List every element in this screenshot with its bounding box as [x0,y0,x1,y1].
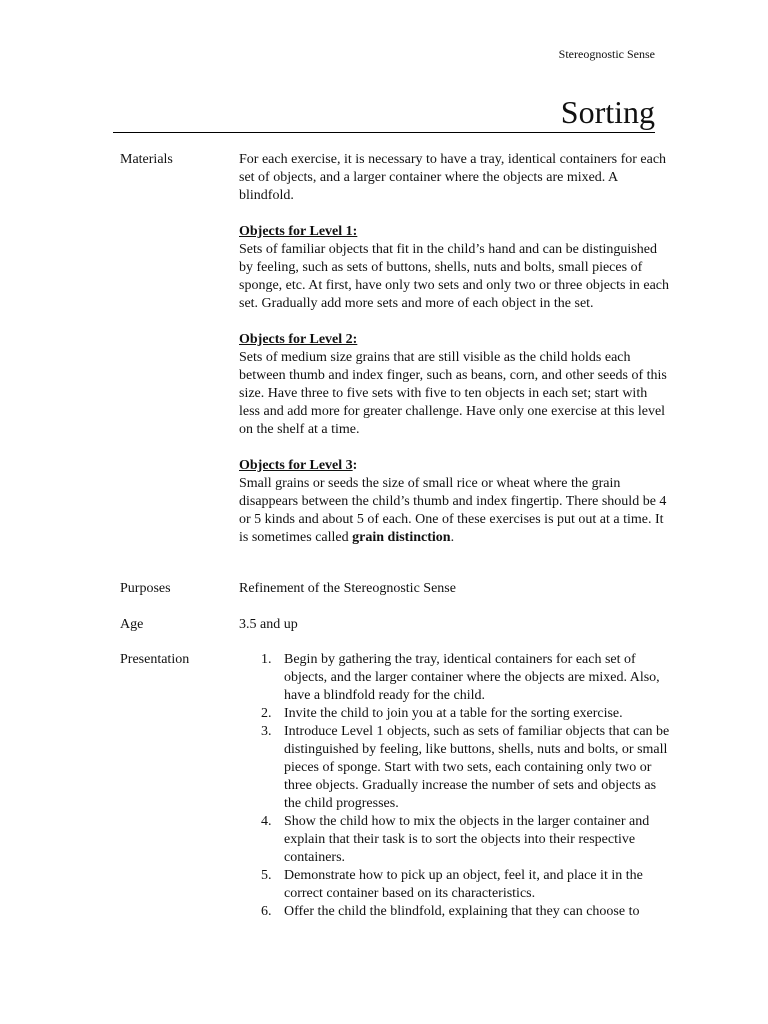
materials-intro: For each exercise, it is necessary to have a tray, identical containers for each set of objects, and a larger container where the objects are mixed. A blindfold. [239,152,667,203]
step-number: 5. [261,868,272,883]
step-text: Begin by gathering the tray, identical containers for each set of objects, and the larger container where the objects are mixed. Also, have a blindfold ready for the child. [284,652,660,703]
age-text: 3.5 and up [239,617,298,632]
step-number: 2. [261,706,272,721]
materials-content [239,151,671,547]
level2-text: Sets of medium size grains that are still visible as the child holds each between thumb and index finger, such as beans, corn, and other seeds of this size. Have three to five sets with five to ten objects in each set; start with less and add more for greater challenge. Have only one exercise at this level on the shelf at a time. [239,350,667,437]
list-item [239,705,671,723]
page-title: Sorting [560,94,655,130]
section-header-label: Stereognostic Sense [558,47,655,61]
purposes-text: Refinement of the Stereognostic Sense [239,581,456,596]
level2-heading: Objects for Level 2: [239,332,358,347]
level1-heading: Objects for Level 1: [239,224,358,239]
level3-heading-suffix: : [352,458,358,473]
list-item [239,723,671,813]
step-text: Offer the child the blindfold, explaining that they can choose to [284,904,640,919]
materials-label: Materials [120,152,173,167]
level1-text: Sets of familiar objects that fit in the child’s hand and can be distinguished by feeling, such as sets of buttons, shells, nuts and bolts, small pieces of sponge, etc. At first, have only two sets and only two or three objects in each set. Gradually add more sets and more of each object in the set. [239,242,670,311]
list-item [239,651,671,705]
age-label: Age [120,617,144,632]
grain-distinction-term: grain distinction [352,530,451,545]
step-text: Invite the child to join you at a table for the sorting exercise. [284,706,623,721]
step-number: 3. [261,724,272,739]
level3-body: Small grains or seeds the size of small rice or wheat where the grain disappears between the child’s thumb and index fingertip. There should be 4 or 5 kinds and about 5 of each. One of these exercises is put out at a time. It is sometimes called [239,476,667,545]
step-text: Demonstrate how to pick up an object, feel it, and place it in the correct container based on its characteristics. [284,868,643,901]
step-number: 4. [261,814,272,829]
list-item [239,813,671,867]
step-text: Show the child how to mix the objects in the larger container and explain that their task is to sort the objects into their respective containers. [284,814,650,865]
presentation-label: Presentation [120,652,190,667]
list-item [239,903,671,921]
presentation-steps [239,651,671,921]
level3-text [239,475,671,547]
level3-heading: Objects for Level 3 [239,458,353,473]
step-number: 1. [261,652,272,667]
list-item [239,867,671,903]
level3-end: . [450,530,455,545]
title-rule [113,132,655,133]
level3-heading-line [239,457,671,475]
step-text: Introduce Level 1 objects, such as sets of familiar objects that can be distinguished by feeling, like buttons, shells, nuts and bolts, or small pieces of sponge. Start with two sets, each containing only two or three objects. Gradually increase the number of sets and objects as the child progresses. [284,724,670,811]
purposes-label: Purposes [120,581,171,596]
step-number: 6. [261,904,272,919]
presentation-content [239,651,671,921]
